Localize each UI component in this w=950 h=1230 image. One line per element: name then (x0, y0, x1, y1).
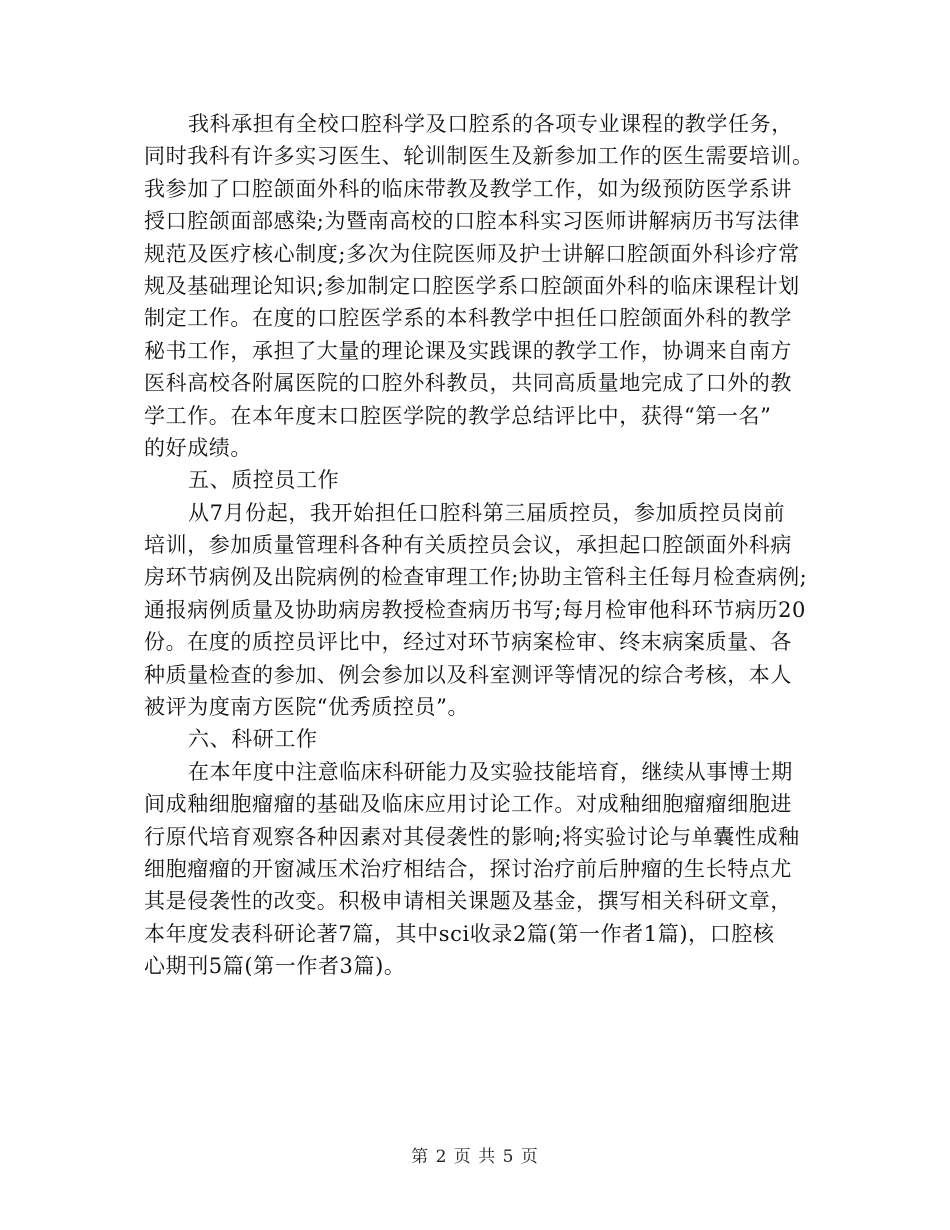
section-heading: 六、科研工作 (188, 727, 318, 752)
paragraph-line: 房环节病例及出院病例的检查审理工作;协助主管科主任每月检查病例; (144, 565, 808, 590)
paragraph-line: 本年度发表科研论著7篇，其中sci收录2篇(第一作者1篇)，口腔核 (144, 921, 775, 946)
paragraph-line: 制定工作。在度的口腔医学系的本科教学中担任口腔颌面外科的教学 (144, 306, 792, 331)
paragraph-line: 份。在度的质控员评比中，经过对环节病案检审、终末病案质量、各 (144, 630, 792, 655)
document-body (144, 108, 834, 983)
paragraph-line: 我科承担有全校口腔科学及口腔系的各项专业课程的教学任务， (188, 112, 793, 136)
paragraph-line: 学工作。在本年度末口腔医学院的教学总结评比中，获得“第一名” (144, 403, 772, 428)
paragraph-line: 间成釉细胞瘤瘤的基础及临床应用讨论工作。对成釉细胞瘤瘤细胞进 (144, 792, 792, 817)
paragraph-line: 行原代培育观察各种因素对其侵袭性的影响;将实验讨论与单囊性成釉 (144, 824, 800, 849)
paragraph-line: 培训，参加质量管理科各种有关质控员会议，承担起口腔颌面外科病 (144, 533, 792, 558)
paragraph-line: 规范及医疗核心制度;多次为住院医师及护士讲解口腔颌面外科诊疗常 (144, 241, 800, 266)
paragraph-line: 医科高校各附属医院的口腔外科教员，共同高质量地完成了口外的教 (144, 371, 792, 396)
paragraph-line: 授口腔颌面部感染;为暨南高校的口腔本科实习医师讲解病历书写法律 (144, 209, 800, 234)
paragraph-line: 通报病例质量及协助病房教授检查病历书写;每月检审他科环节病历20 (144, 597, 806, 622)
paragraph-line: 同时我科有许多实习医生、轮训制医生及新参加工作的医生需要培训。 (144, 144, 814, 169)
paragraph-line: 规及基础理论知识;参加制定口腔医学系口腔颌面外科的临床课程计划 (144, 273, 800, 298)
paragraph-line: 被评为度南方医院“优秀质控员”。 (144, 695, 470, 720)
paragraph-line: 秘书工作，承担了大量的理论课及实践课的教学工作，协调来自南方 (144, 338, 792, 363)
paragraph-line: 我参加了口腔颌面外科的临床带教及教学工作，如为级预防医学系讲 (144, 176, 792, 201)
paragraph-line: 种质量检查的参加、例会参加以及科室测评等情况的综合考核，本人 (144, 662, 792, 687)
paragraph-line: 在本年度中注意临床科研能力及实验技能培育，继续从事博士期 (188, 759, 793, 784)
section-heading: 五、质控员工作 (188, 468, 340, 493)
page-number-footer: 第 2 页 共 5 页 (411, 1147, 539, 1167)
paragraph-line: 其是侵袭性的改变。积极申请相关课题及基金，撰写相关科研文章， (144, 889, 792, 914)
paragraph-line: 细胞瘤瘤的开窗减压术治疗相结合，探讨治疗前后肿瘤的生长特点尤 (144, 856, 792, 881)
paragraph-line: 的好成绩。 (144, 435, 252, 460)
paragraph-line: 从7月份起，我开始担任口腔科第三届质控员，参加质控员岗前 (188, 500, 786, 525)
paragraph-line: 心期刊5篇(第一作者3篇)。 (144, 954, 406, 979)
